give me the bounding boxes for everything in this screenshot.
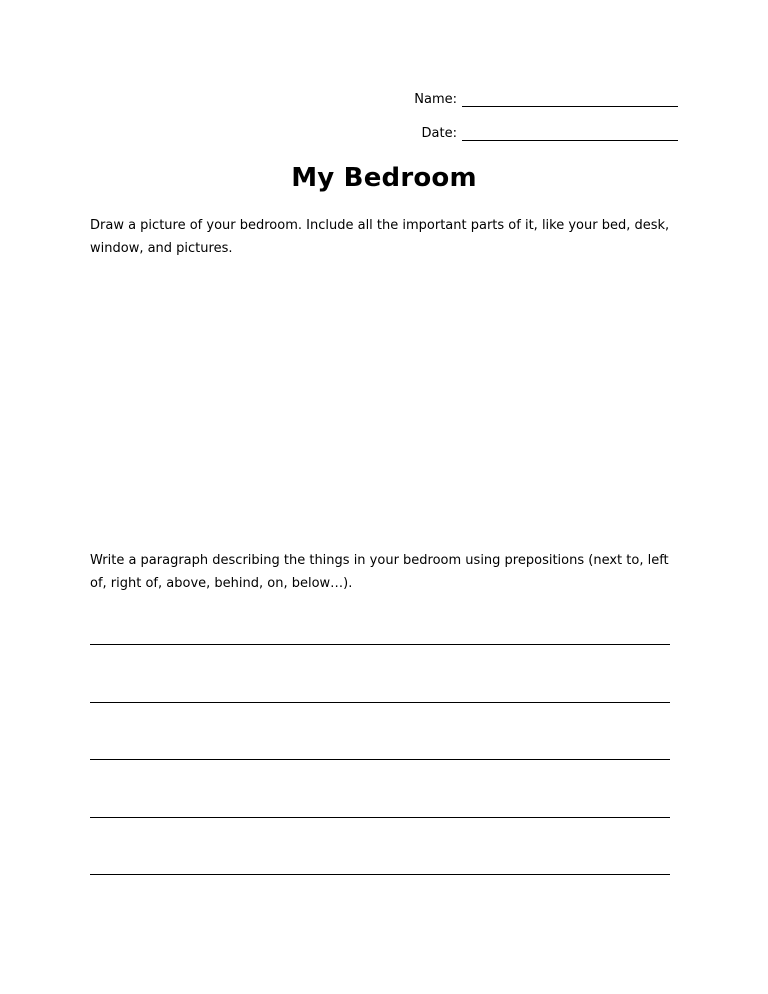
worksheet-title: My Bedroom — [291, 163, 477, 193]
answer-line[interactable] — [90, 644, 670, 645]
date-label: Date: — [421, 126, 457, 141]
name-label: Name: — [414, 92, 457, 107]
answer-line[interactable] — [90, 759, 670, 760]
drawing-area[interactable] — [90, 270, 670, 530]
answer-line[interactable] — [90, 702, 670, 703]
answer-line[interactable] — [90, 874, 670, 875]
draw-instructions: Draw a picture of your bedroom. Include all the important parts of it, like your bed, desk, window, and pictures. — [90, 218, 670, 256]
date-input-line[interactable] — [462, 126, 678, 141]
name-field[interactable] — [414, 92, 678, 107]
name-input-line[interactable] — [462, 92, 678, 107]
date-field[interactable] — [422, 126, 678, 141]
write-instructions: Write a paragraph describing the things in your bedroom using prepositions (next to, left of, right of, above, behind, on, below…). — [90, 553, 669, 591]
answer-line[interactable] — [90, 817, 670, 818]
